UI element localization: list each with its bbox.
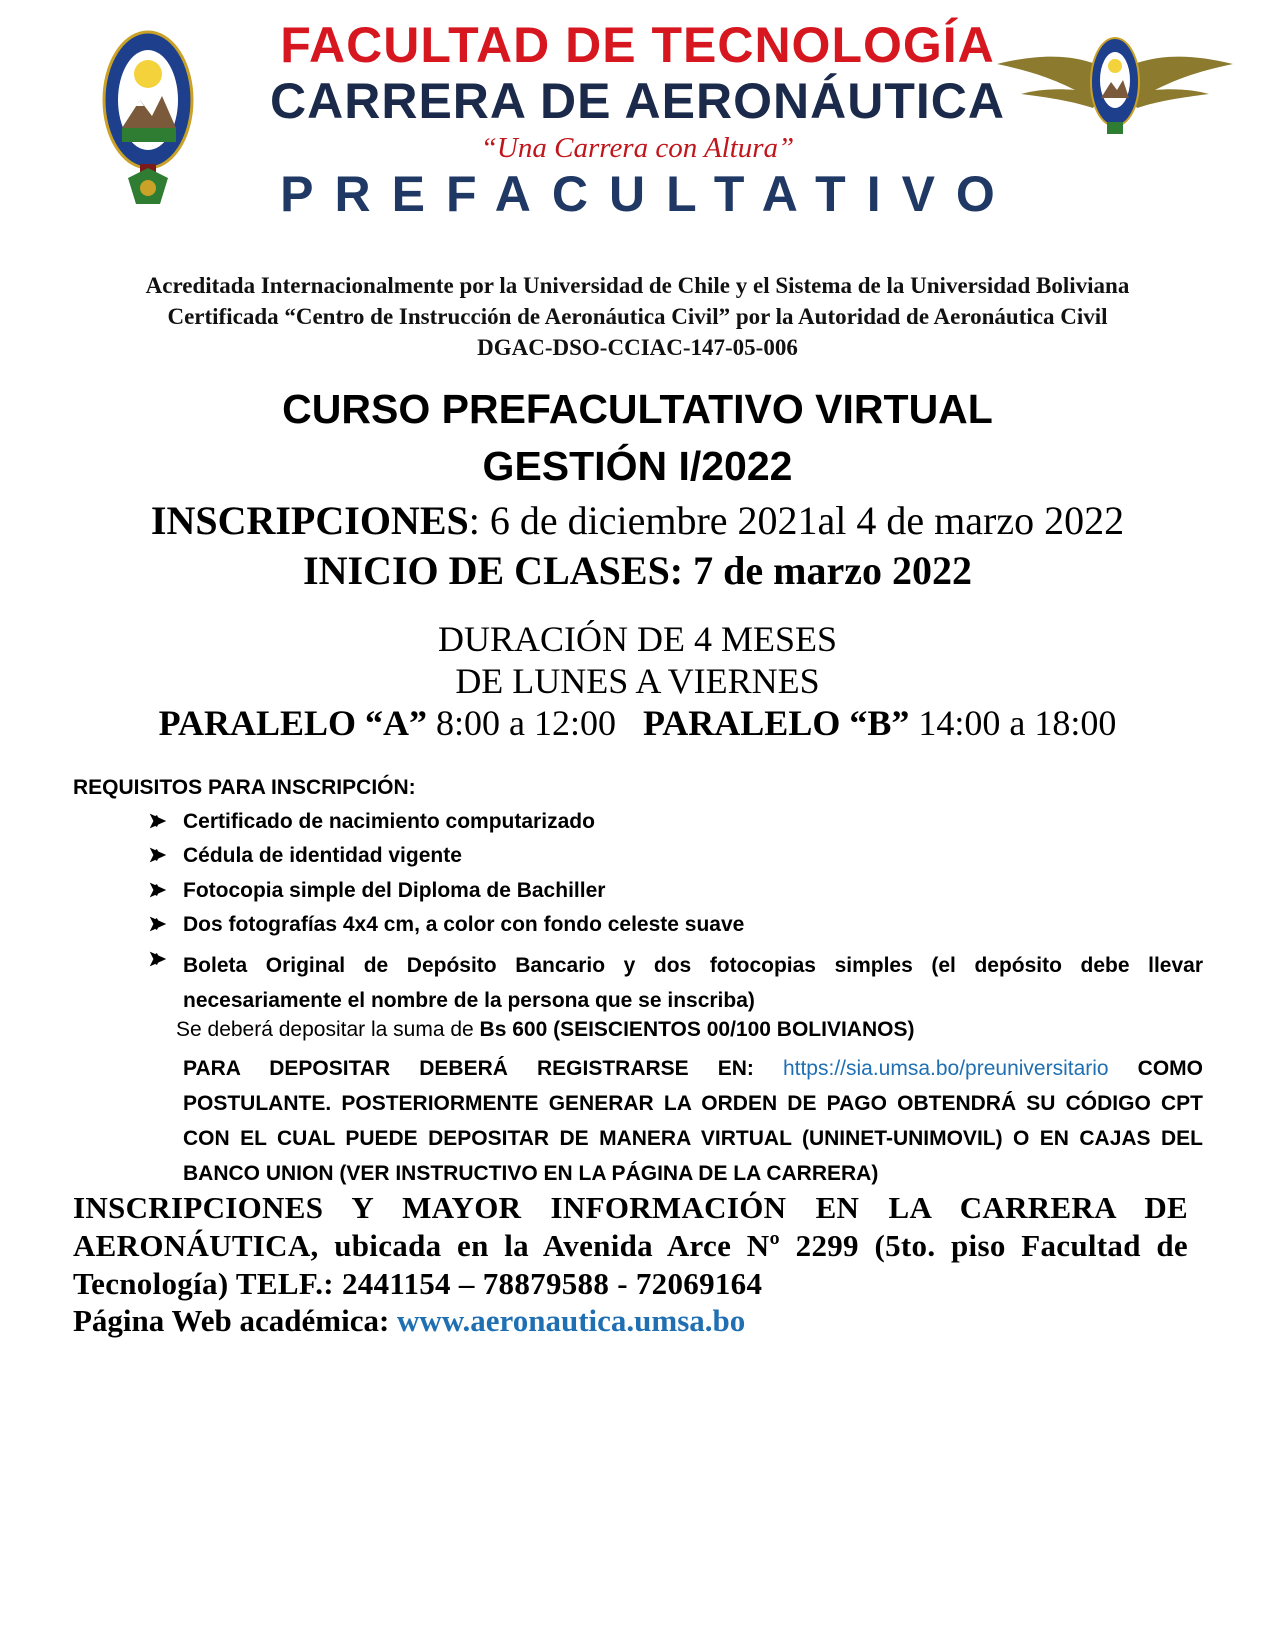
program-title: PREFACULTATIVO	[280, 166, 1016, 222]
register-link[interactable]: https://sia.umsa.bo/preuniversitario	[782, 1057, 1109, 1080]
register-suffix: COMO POSTULANTE. POSTERIORMENTE GENERAR LA ORDEN DE PAGO OBTENDRÁ SU CÓDIGO CPT CON EL CUAL PUEDE DEPOSITAR DE MANERA VIRTUAL (UNINET-UNIMOVIL) O EN CAJAS DEL BANCO UNION (VER INSTRUCTIVO EN LA PÁGINA DE LA CARRERA)	[183, 1057, 1203, 1185]
accreditation-code: DGAC-DSO-CCIAC-147-05-006	[477, 335, 798, 360]
register-prefix: PARA DEPOSITAR DEBERÁ REGISTRARSE EN:	[183, 1057, 783, 1080]
airplane-icon	[147, 948, 171, 972]
airplane-icon	[147, 879, 171, 903]
accreditation-line-1: Acreditada Internacionalmente por la Universidad de Chile y el Sistema de la Universidad Boliviana	[145, 273, 1130, 298]
website-line	[73, 1303, 745, 1339]
requirement-item: Dos fotografías 4x4 cm, a color con fondo celeste suave	[183, 913, 745, 936]
course-days: DE LUNES A VIERNES	[455, 661, 820, 701]
course-duration: DURACIÓN DE 4 MESES	[437, 619, 838, 659]
airplane-icon	[147, 810, 171, 834]
course-gestion: GESTIÓN I/2022	[482, 443, 793, 489]
class-start: INICIO DE CLASES: 7 de marzo 2022	[303, 548, 972, 593]
deposit-value: Bs 600 (SEISCIENTOS 00/100 BOLIVIANOS)	[479, 1018, 915, 1041]
requirement-item: Fotocopia simple del Diploma de Bachiller	[183, 879, 606, 902]
requirement-item: Boleta Original de Depósito Bancario y dos fotocopias simples (el depósito debe llevar necesariamente el nombre de la persona que se inscriba)	[183, 954, 1203, 1012]
course-title: CURSO PREFACULTATIVO VIRTUAL	[282, 386, 993, 432]
paralelo-a-label: PARALELO “A”	[158, 703, 427, 743]
inscription-label: INSCRIPCIONES	[150, 498, 469, 543]
website-link[interactable]: www.aeronautica.umsa.bo	[397, 1303, 746, 1338]
inscription-value: : 6 de diciembre 2021al 4 de marzo 2022	[468, 498, 1125, 543]
airplane-icon	[147, 844, 171, 868]
airplane-icon	[147, 913, 171, 937]
faculty-title: FACULTAD DE TECNOLOGÍA	[280, 17, 995, 73]
requirement-item: Certificado de nacimiento computarizado	[183, 810, 595, 833]
schedule	[0, 702, 1275, 744]
requirements-title: REQUISITOS PARA INSCRIPCIÓN:	[73, 776, 416, 799]
deposit-prefix: Se deberá depositar la suma de	[176, 1018, 480, 1041]
paralelo-b-time: 14:00 a 18:00	[909, 703, 1117, 743]
accreditation-line-2: Certificada “Centro de Instrucción de Aeronáutica Civil” por la Autoridad de Aeronáutica Civil	[167, 304, 1108, 329]
website-label: Página Web académica:	[73, 1303, 398, 1338]
deposit-amount	[176, 1018, 914, 1042]
career-title: CARRERA DE AERONÁUTICA	[270, 73, 1005, 129]
motto: “Una Carrera con Altura”	[480, 132, 795, 164]
requirement-item: Cédula de identidad vigente	[183, 844, 462, 867]
inscription-dates	[0, 497, 1275, 544]
paralelo-a-time: 8:00 a 12:00	[427, 703, 616, 743]
contact-info: INSCRIPCIONES Y MAYOR INFORMACIÓN EN LA CARRERA DE AERONÁUTICA, ubicada en la Avenida Arce Nº 2299 (5to. piso Facultad de Tecnología) TELF.: 2441154 – 78879588 - 72069164	[73, 1190, 1188, 1301]
paralelo-b-label: PARALELO “B”	[642, 703, 910, 743]
registration-instructions	[183, 1051, 1203, 1191]
